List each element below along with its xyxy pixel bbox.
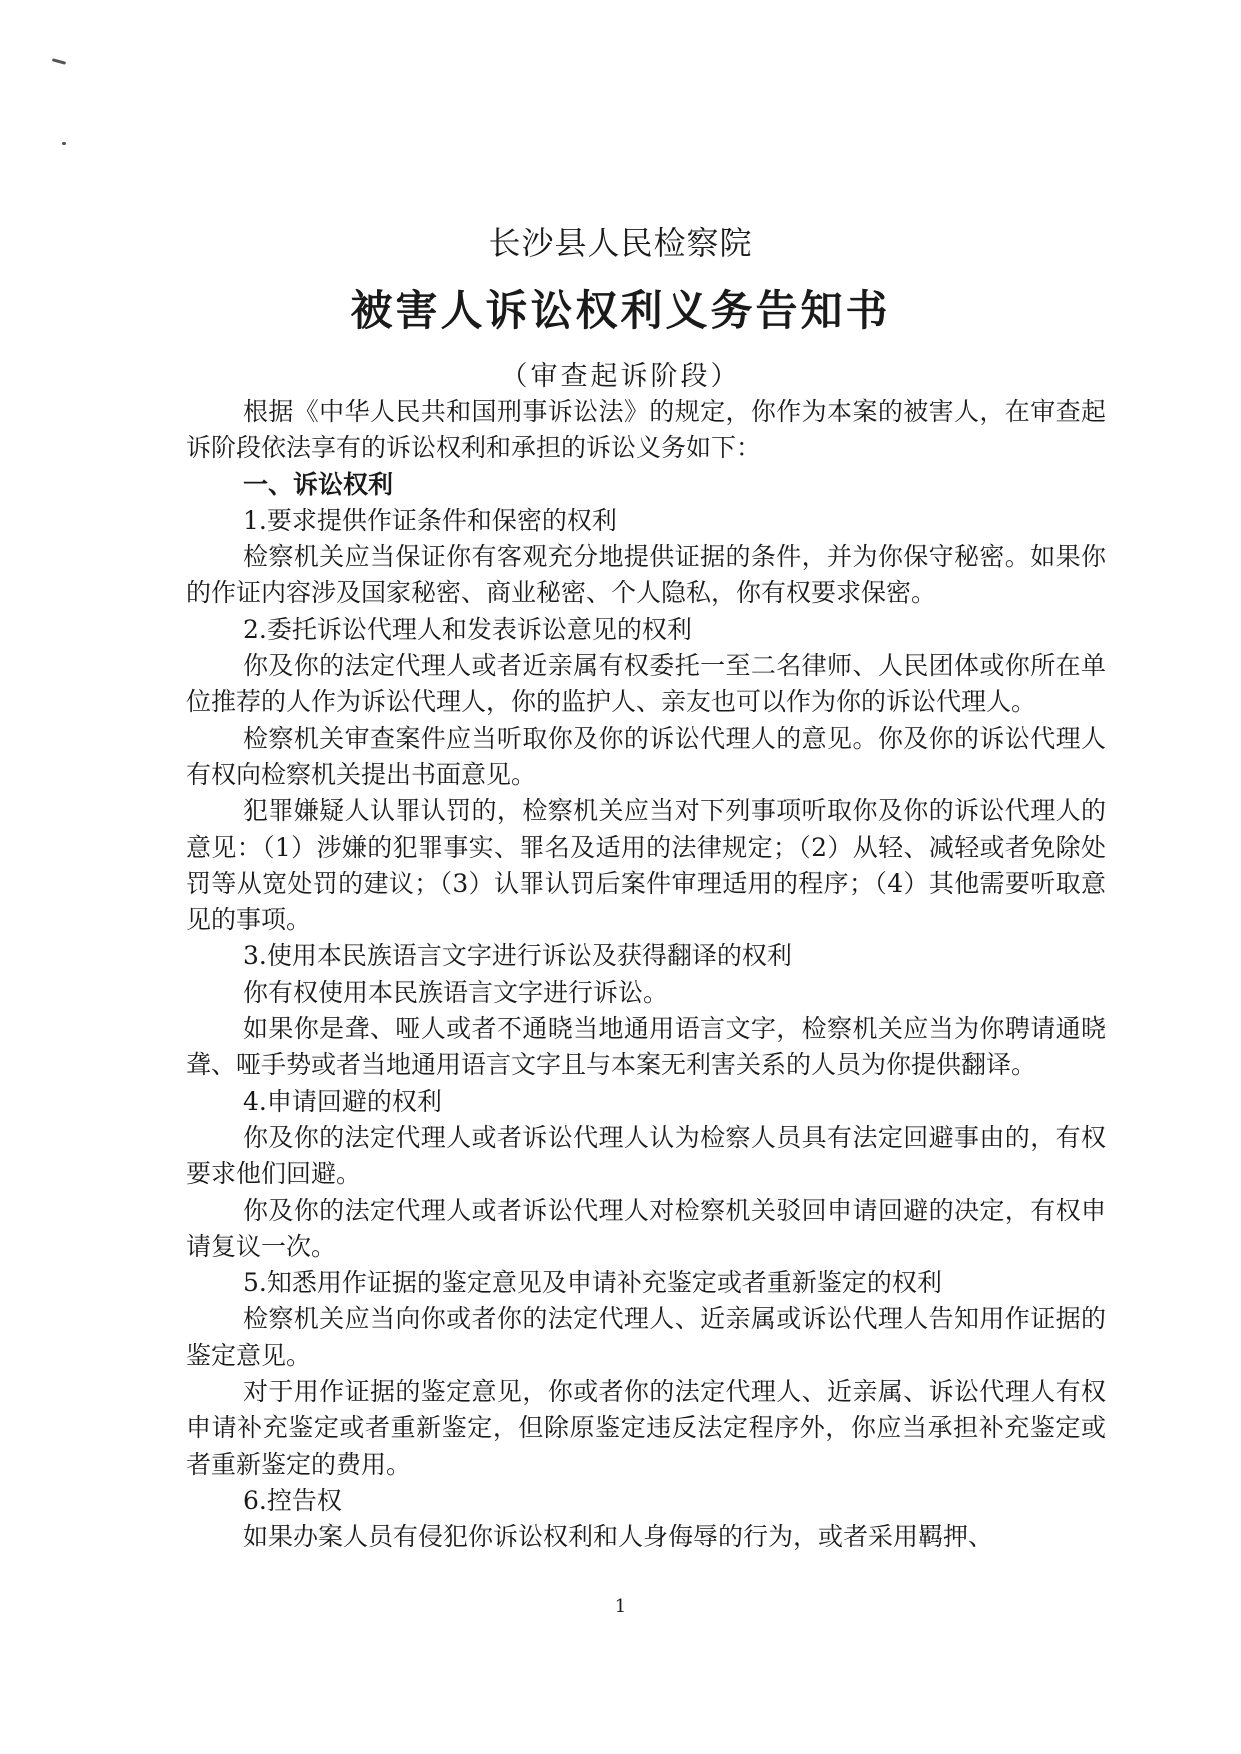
right-paragraph: 对于用作证据的鉴定意见，你或者你的法定代理人、近亲属、诉讼代理人有权申请补充鉴定或者重新鉴定，但除原鉴定违反法定程序外，你应当承担补充鉴定或者重新鉴定的费用。 xyxy=(186,1377,1106,1479)
right-paragraph: 如果你是聋、哑人或者不通晓当地通用语言文字，检察机关应当为你聘请通晓聋、哑手势或者当地通用语言文字且与本案无利害关系的人员为你提供翻译。 xyxy=(186,1014,1106,1080)
right-paragraph: 如果办案人员有侵犯你诉讼权利和人身侮辱的行为，或者采用羁押、 xyxy=(243,1522,994,1552)
right-heading: 4.申请回避的权利 xyxy=(243,1086,442,1116)
right-paragraph: 你及你的法定代理人或者诉讼代理人对检察机关驳回申请回避的决定，有权申请复议一次。 xyxy=(186,1195,1106,1261)
right-paragraph: 你及你的法定代理人或者近亲属有权委托一至二名律师、人民团体或你所在单位推荐的人作为诉讼代理人，你的监护人、亲友也可以作为你的诉讼代理人。 xyxy=(186,651,1106,717)
scan-speck xyxy=(62,142,66,145)
intro-paragraph: 根据《中华人民共和国刑事诉讼法》的规定，你作为本案的被害人，在审查起诉阶段依法享有的诉讼权利和承担的诉讼义务如下： xyxy=(186,397,1106,463)
right-heading: 2.委托诉讼代理人和发表诉讼意见的权利 xyxy=(243,614,692,644)
document-stage: （审查起诉阶段） xyxy=(500,361,741,392)
right-paragraph: 你有权使用本民族语言文字进行诉讼。 xyxy=(243,977,669,1007)
right-paragraph: 犯罪嫌疑人认罪认罚的，检察机关应当对下列事项听取你及你的诉讼代理人的意见：（1）涉嫌的犯罪事实、罪名及适用的法律规定；（2）从轻、减轻或者免除处罚等从宽处罚的建议；（3）认罪认罚后案件审理适用的程序；（4）其他需要听取意见的事项。 xyxy=(186,796,1106,935)
issuing-organization: 长沙县人民检察院 xyxy=(488,224,753,262)
right-paragraph: 你及你的法定代理人或者诉讼代理人认为检察人员具有法定回避事由的，有权要求他们回避。 xyxy=(186,1122,1106,1189)
section-heading: 一、诉讼权利 xyxy=(243,469,394,499)
document-body xyxy=(186,394,1106,1556)
right-heading: 3.使用本民族语言文字进行诉讼及获得翻译的权利 xyxy=(243,941,792,971)
right-paragraph: 检察机关应当向你或者你的法定代理人、近亲属或诉讼代理人告知用作证据的鉴定意见。 xyxy=(186,1304,1106,1370)
document-title: 被害人诉讼权利义务告知书 xyxy=(350,286,891,335)
right-heading: 6.控告权 xyxy=(243,1485,342,1515)
right-paragraph: 检察机关应当保证你有客观充分地提供证据的条件，并为你保守秘密。如果你的作证内容涉及国家秘密、商业秘密、个人隐私，你有权要求保密。 xyxy=(186,542,1106,608)
right-paragraph: 检察机关审查案件应当听取你及你的诉讼代理人的意见。你及你的诉讼代理人有权向检察机关提出书面意见。 xyxy=(186,723,1106,789)
page-number: 1 xyxy=(614,1596,627,1617)
scan-speck xyxy=(52,58,66,65)
right-heading: 5.知悉用作证据的鉴定意见及申请补充鉴定或者重新鉴定的权利 xyxy=(243,1268,942,1298)
right-heading: 1.要求提供作证条件和保密的权利 xyxy=(243,505,617,535)
